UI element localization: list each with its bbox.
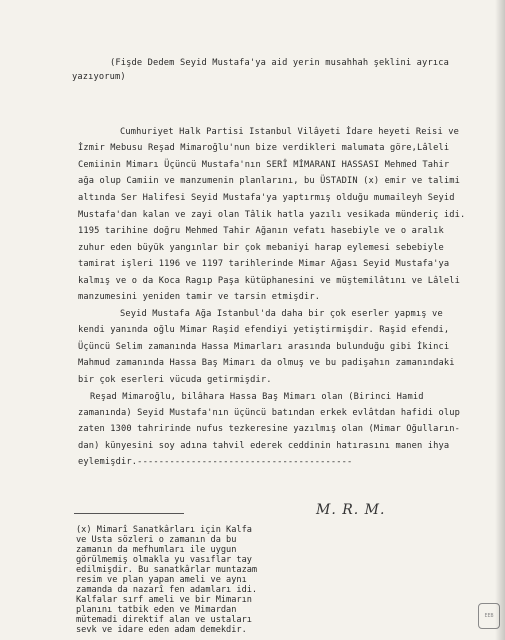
paragraph-3-line-2: zamanında) Seyid Mustafa'nın üçüncü batından erkek evlâtdan hafidi olup xyxy=(78,408,461,418)
paragraph-3-line-3: zaten 1300 tahririnde nufus tezkeresine yazılmış olan (Mimar Oğulların- xyxy=(78,424,461,434)
footnote-line-3: zamanın da mefhumları ile uygun xyxy=(76,545,237,555)
paragraph-3-line-4: dan) künyesini soy adına tahvil ederek ceddinin hatırasını manen ihya xyxy=(78,441,450,451)
paragraph-3-line-5: eylemişdir.---------------------------------------- xyxy=(78,457,353,467)
footnote-line-7: zamanda da nazarî fen adamları idi. xyxy=(76,585,258,595)
paragraph-1-line-8: zuhur eden büyük yangınlar bir çok mebaniyi harap eylemesi sebebiyle xyxy=(78,243,444,253)
handwritten-signature: M. R. M. xyxy=(316,502,386,518)
paragraph-3-line-1: Reşad Mimaroğlu, bilâhara Hassa Baş Mimarı olan (Birinci Hamid xyxy=(90,392,424,402)
paragraph-2-line-5: bir çok eserleri vücuda getirmişdir. xyxy=(78,375,272,385)
footnote-line-10: mütemadi direktif alan ve ustaları xyxy=(76,615,252,625)
paragraph-1-line-9: tamirat işleri 1196 ve 1197 tarihlerinde Mimar Ağası Seyid Mustafa'ya xyxy=(78,259,450,269)
paragraph-1-line-2: İzmir Mebusu Reşad Mimaroğlu'nun bize verdikleri malumata göre,Lâleli xyxy=(78,143,450,153)
footnote-line-8: Kalfalar sırf ameli ve bir Mimarın xyxy=(76,595,252,605)
paragraph-2-line-2: kendi yanında oğlu Mimar Raşid efendiyi yetiştirmişdir. Raşid efendi, xyxy=(78,325,450,335)
paragraph-1-line-11: manzumesini yeniden tamir ve tarsin etmişdir. xyxy=(78,292,321,302)
footnote-separator xyxy=(74,513,184,514)
paragraph-1-line-6: Mustafa'dan kalan ve zayi olan Tâlik hatla yazılı vesikada münderiç idi. xyxy=(78,210,466,220)
paragraph-1-line-1: Cumhuriyet Halk Partisi Istanbul Vilâyeti İdare heyeti Reisi ve xyxy=(120,127,459,137)
footnote-line-4: görülmemiş olmakla yu vasıflar tay xyxy=(76,555,252,565)
paragraph-1-line-3: Cemiinin Mimarı Üçüncü Mustafa'nın SERÎ MİMARANI HASSASI Mehmed Tahir xyxy=(78,160,450,170)
paragraph-1-line-10: kalmış ve o da Koca Ragıp Paşa kütüphanesini ve müştemilâtını ve Lâleli xyxy=(78,276,461,286)
paragraph-2-line-4: Mahmud zamanında Hassa Baş Mimarı da olmuş ve bu padişahın zamanındaki xyxy=(78,358,455,368)
footnote-line-6: resim ve plan yapan ameli ve aynı xyxy=(76,575,247,585)
paragraph-1-line-7: 1195 tarihine doğru Mehmed Tahir Ağanın vefatı hasebiyle ve o aralık xyxy=(78,226,444,236)
paragraph-1-line-5: altında Ser Halifesi Seyid Mustafa'ya yaptırmış olduğu mumaileyh Seyid xyxy=(78,193,455,203)
corner-stamp: EEB xyxy=(478,603,500,629)
intro-line-1: (Fişde Dedem Seyid Mustafa'ya aid yerin musahhah şeklini ayrıca xyxy=(110,58,449,68)
intro-line-2: yazıyorum) xyxy=(72,72,126,82)
footnote-line-2: ve Usta sözleri o zamanın da bu xyxy=(76,535,237,545)
footnote-line-11: sevk ve idare eden adam demekdir. xyxy=(76,625,247,635)
footnote-line-9: planını tatbik eden ve Mimardan xyxy=(76,605,237,615)
page-edge-shadow xyxy=(495,0,505,640)
paragraph-2-line-1: Seyid Mustafa Ağa Istanbul'da daha bir çok eserler yapmış ve xyxy=(120,309,443,319)
paragraph-1-line-4: ağa olup Camiin ve manzumenin planlarını, bu ÜSTADIN (x) emir ve talimi xyxy=(78,176,461,186)
paragraph-2-line-3: Üçüncü Selim zamanında Hassa Mimarları arasında bulunduğu gibi İkinci xyxy=(78,342,450,352)
footnote-line-1: (x) Mimarî Sanatkârları için Kalfa xyxy=(76,525,252,535)
footnote-line-5: edilmişdir. Bu sanatkârlar muntazam xyxy=(76,565,258,575)
